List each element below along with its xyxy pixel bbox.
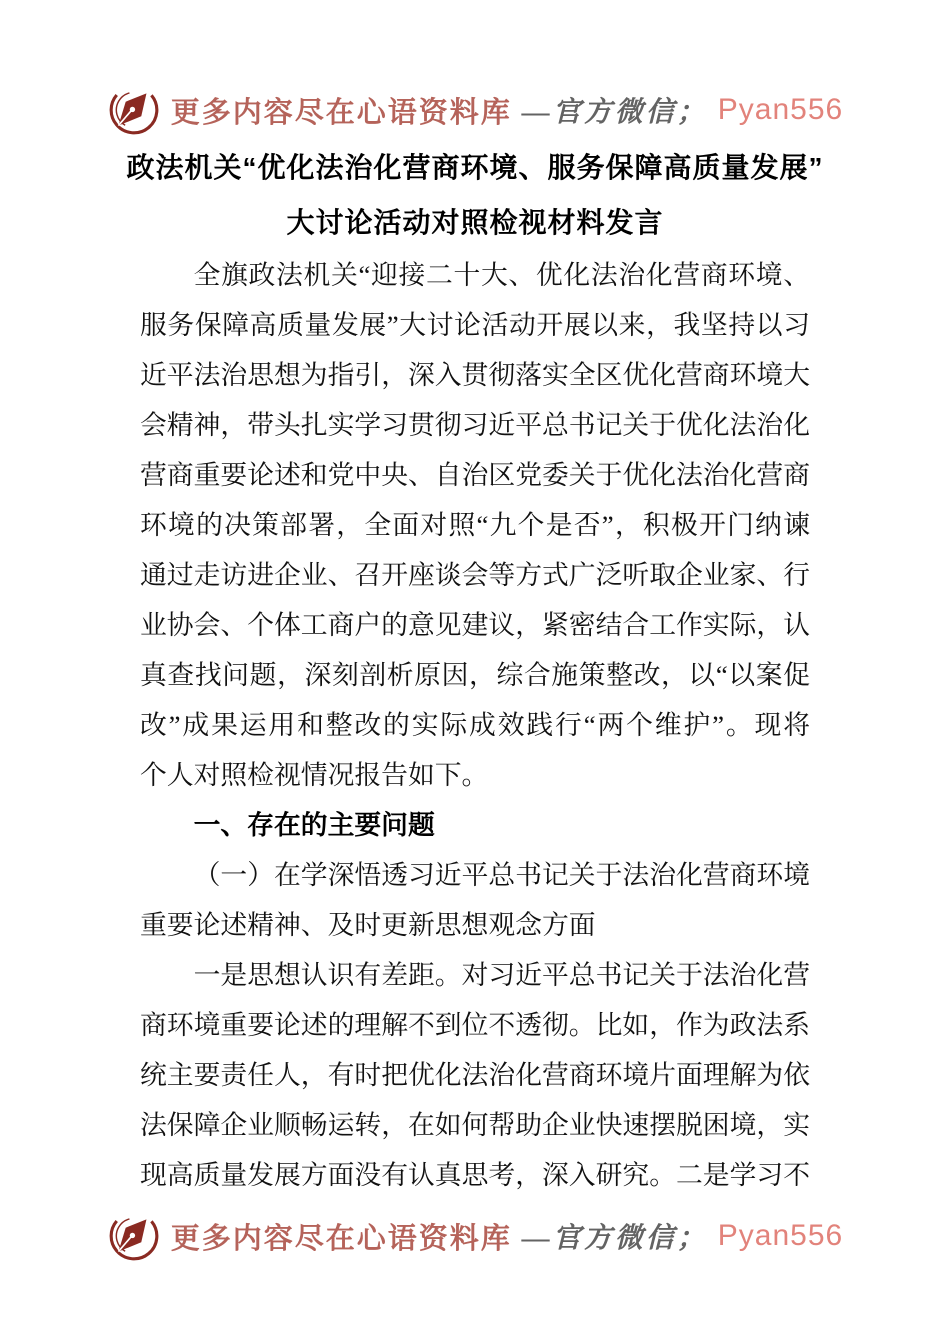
- title-line-1: 政法机关“优化法治化营商环境、服务保障高质量发展”: [126, 152, 824, 183]
- text-line: 全旗政法机关“迎接二十大、优化法治化营商环境、: [193, 260, 810, 290]
- footer-watermark: [0, 1208, 950, 1264]
- pen-nib-logo-icon: [107, 83, 161, 137]
- watermark-text-main: 更多内容尽在心语资料库: [170, 96, 512, 129]
- text-line: 服务保障高质量发展”大讨论活动开展以来，我坚持以习: [140, 310, 810, 340]
- text-line: 业协会、个体工商户的意见建议，紧密结合工作实际，认: [140, 610, 810, 640]
- text-line: 近平法治思想为指引，深入贯彻落实全区优化营商环境大: [140, 360, 810, 390]
- text-line: 环境的决策部署，全面对照“九个是否”，积极开门纳谏: [140, 510, 810, 540]
- text-line: 法保障企业顺畅运转，在如何帮助企业快速摆脱困境，实: [140, 1110, 810, 1140]
- document-body: [140, 250, 810, 1200]
- title-line-2: 大讨论活动对照检视材料发言: [286, 207, 664, 238]
- pen-nib-logo-icon: [107, 1209, 161, 1263]
- watermark-text-wechat-id: Pyan556: [717, 93, 844, 126]
- text-line: （一）在学深悟透习近平总书记关于法治化营商环境: [193, 860, 810, 890]
- watermark-text-channel: —官方微信；: [521, 1223, 708, 1254]
- text-line: 改”成果运用和整改的实际成效践行“两个维护”。现将: [140, 710, 810, 740]
- watermark-text-channel: —官方微信；: [521, 97, 708, 128]
- text-line: 统主要责任人，有时把优化法治化营商环境片面理解为依: [140, 1060, 810, 1090]
- document-title: [0, 140, 950, 250]
- header-watermark: [0, 82, 950, 138]
- text-line: 现高质量发展方面没有认真思考，深入研究。二是学习不: [140, 1160, 810, 1190]
- text-line: 个人对照检视情况报告如下。: [140, 760, 489, 790]
- text-line: 一、存在的主要问题: [193, 810, 435, 840]
- text-line: 通过走访进企业、召开座谈会等方式广泛听取企业家、行: [140, 560, 810, 590]
- text-line: 会精神，带头扎实学习贯彻习近平总书记关于优化法治化: [140, 410, 810, 440]
- watermark-text-main: 更多内容尽在心语资料库: [170, 1222, 512, 1255]
- text-line: 商环境重要论述的理解不到位不透彻。比如，作为政法系: [140, 1010, 810, 1040]
- text-line: 真查找问题，深刻剖析原因，综合施策整改，以“以案促: [140, 660, 810, 690]
- text-line: 一是思想认识有差距。对习近平总书记关于法治化营: [193, 960, 810, 990]
- watermark-text-wechat-id: Pyan556: [717, 1219, 844, 1252]
- text-line: 重要论述精神、及时更新思想观念方面: [140, 910, 596, 940]
- text-line: 营商重要论述和党中央、自治区党委关于优化法治化营商: [140, 460, 810, 490]
